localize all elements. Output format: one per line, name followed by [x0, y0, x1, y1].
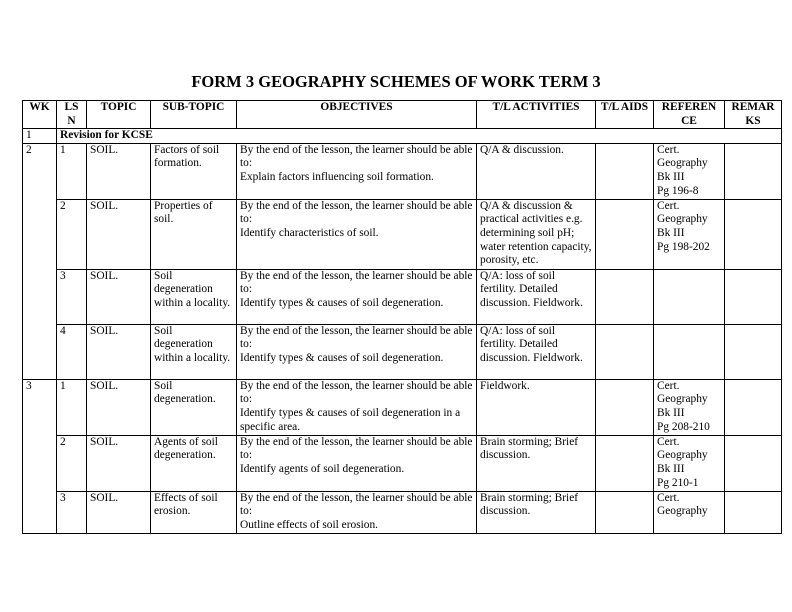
subtopic-cell: Effects of soil erosion. — [151, 491, 237, 533]
document-title: FORM 3 GEOGRAPHY SCHEMES OF WORK TERM 3 — [191, 72, 601, 91]
remarks-cell — [725, 435, 782, 491]
table-row — [23, 324, 782, 379]
header-topic: TOPIC — [87, 101, 151, 129]
reference-cell: Cert. Geography Bk III Pg 198-202 — [654, 199, 725, 269]
remarks-cell — [725, 269, 782, 324]
header-wk: WK — [23, 101, 57, 129]
week-cell: 3 — [23, 379, 57, 533]
topic-cell: SOIL. — [87, 269, 151, 324]
topic-cell: SOIL. — [87, 435, 151, 491]
objective-text: Identify agents of soil degeneration. — [240, 462, 405, 475]
lesson-cell: 2 — [57, 199, 87, 269]
lesson-cell: 3 — [57, 491, 87, 533]
activities-cell: Q/A: loss of soil fertility. Detailed discussion. Fieldwork. — [477, 269, 596, 324]
lesson-cell: 2 — [57, 435, 87, 491]
topic-cell: SOIL. — [87, 491, 151, 533]
table-row — [23, 491, 782, 533]
subtopic-cell: Soil degeneration within a locality. — [151, 269, 237, 324]
remarks-cell — [725, 491, 782, 533]
activities-cell: Q/A & discussion & practical activities e.g. determining soil pH; water retention capacity, porosity, etc. — [477, 199, 596, 269]
subtopic-cell: Properties of soil. — [151, 199, 237, 269]
objective-intro: By the end of the lesson, the learner should be able to: — [240, 379, 473, 406]
header-row — [23, 101, 782, 129]
lesson-cell: 4 — [57, 324, 87, 379]
subtopic-cell: Factors of soil formation. — [151, 143, 237, 199]
objectives-cell — [237, 143, 477, 199]
objective-text: Explain factors influencing soil formation. — [240, 170, 434, 183]
objective-text: Identify types & causes of soil degeneration. — [240, 296, 444, 309]
aids-cell — [596, 324, 654, 379]
activities-cell: Q/A & discussion. — [477, 143, 596, 199]
reference-cell: Cert. Geography — [654, 491, 725, 533]
aids-cell — [596, 199, 654, 269]
aids-cell — [596, 269, 654, 324]
table-row — [23, 269, 782, 324]
remarks-cell — [725, 324, 782, 379]
objective-text: Identify characteristics of soil. — [240, 226, 379, 239]
objective-intro: By the end of the lesson, the learner should be able to: — [240, 324, 473, 351]
objective-intro: By the end of the lesson, the learner should be able to: — [240, 435, 473, 462]
table-row — [23, 199, 782, 269]
objectives-cell — [237, 379, 477, 435]
subtopic-cell: Soil degeneration. — [151, 379, 237, 435]
topic-cell: SOIL. — [87, 379, 151, 435]
aids-cell — [596, 491, 654, 533]
objective-intro: By the end of the lesson, the learner should be able to: — [240, 199, 473, 226]
remarks-cell — [725, 143, 782, 199]
aids-cell — [596, 435, 654, 491]
objective-intro: By the end of the lesson, the learner should be able to: — [240, 491, 473, 518]
table-row — [23, 379, 782, 435]
revision-text: Revision for KCSE — [57, 129, 782, 144]
objectives-cell — [237, 491, 477, 533]
table-row — [23, 435, 782, 491]
objectives-cell — [237, 324, 477, 379]
week-cell: 2 — [23, 143, 57, 379]
reference-cell: Cert. Geography Bk III Pg 196-8 — [654, 143, 725, 199]
objective-text: Identify types & causes of soil degeneration in a specific area. — [240, 406, 461, 433]
header-tl-aids: T/L AIDS — [596, 101, 654, 129]
topic-cell: SOIL. — [87, 324, 151, 379]
objectives-cell — [237, 435, 477, 491]
remarks-cell — [725, 199, 782, 269]
activities-cell: Brain storming; Brief discussion. — [477, 435, 596, 491]
lesson-cell: 1 — [57, 379, 87, 435]
header-sub-topic: SUB-TOPIC — [151, 101, 237, 129]
table-row — [23, 143, 782, 199]
header-objectives: OBJECTIVES — [237, 101, 477, 129]
subtopic-cell: Agents of soil degeneration. — [151, 435, 237, 491]
lesson-cell: 3 — [57, 269, 87, 324]
schemes-table — [22, 100, 782, 534]
objective-intro: By the end of the lesson, the learner should be able to: — [240, 143, 473, 170]
header-lsn: LSN — [57, 101, 87, 129]
activities-cell: Fieldwork. — [477, 379, 596, 435]
objective-text: Outline effects of soil erosion. — [240, 518, 379, 531]
topic-cell: SOIL. — [87, 143, 151, 199]
reference-cell — [654, 324, 725, 379]
header-remarks: REMARKS — [725, 101, 782, 129]
reference-cell: Cert. Geography Bk III Pg 210-1 — [654, 435, 725, 491]
aids-cell — [596, 379, 654, 435]
remarks-cell — [725, 379, 782, 435]
lesson-cell: 1 — [57, 143, 87, 199]
activities-cell: Q/A: loss of soil fertility. Detailed discussion. Fieldwork. — [477, 324, 596, 379]
objective-intro: By the end of the lesson, the learner should be able to: — [240, 269, 473, 296]
objectives-cell — [237, 199, 477, 269]
objective-text: Identify types & causes of soil degeneration. — [240, 351, 444, 364]
topic-cell: SOIL. — [87, 199, 151, 269]
aids-cell — [596, 143, 654, 199]
activities-cell: Brain storming; Brief discussion. — [477, 491, 596, 533]
subtopic-cell: Soil degeneration within a locality. — [151, 324, 237, 379]
header-reference: REFERENCE — [654, 101, 725, 129]
revision-row — [23, 129, 782, 144]
objectives-cell — [237, 269, 477, 324]
week-cell: 1 — [23, 129, 57, 144]
reference-cell — [654, 269, 725, 324]
header-tl-activities: T/L ACTIVITIES — [477, 101, 596, 129]
reference-cell: Cert. Geography Bk III Pg 208-210 — [654, 379, 725, 435]
